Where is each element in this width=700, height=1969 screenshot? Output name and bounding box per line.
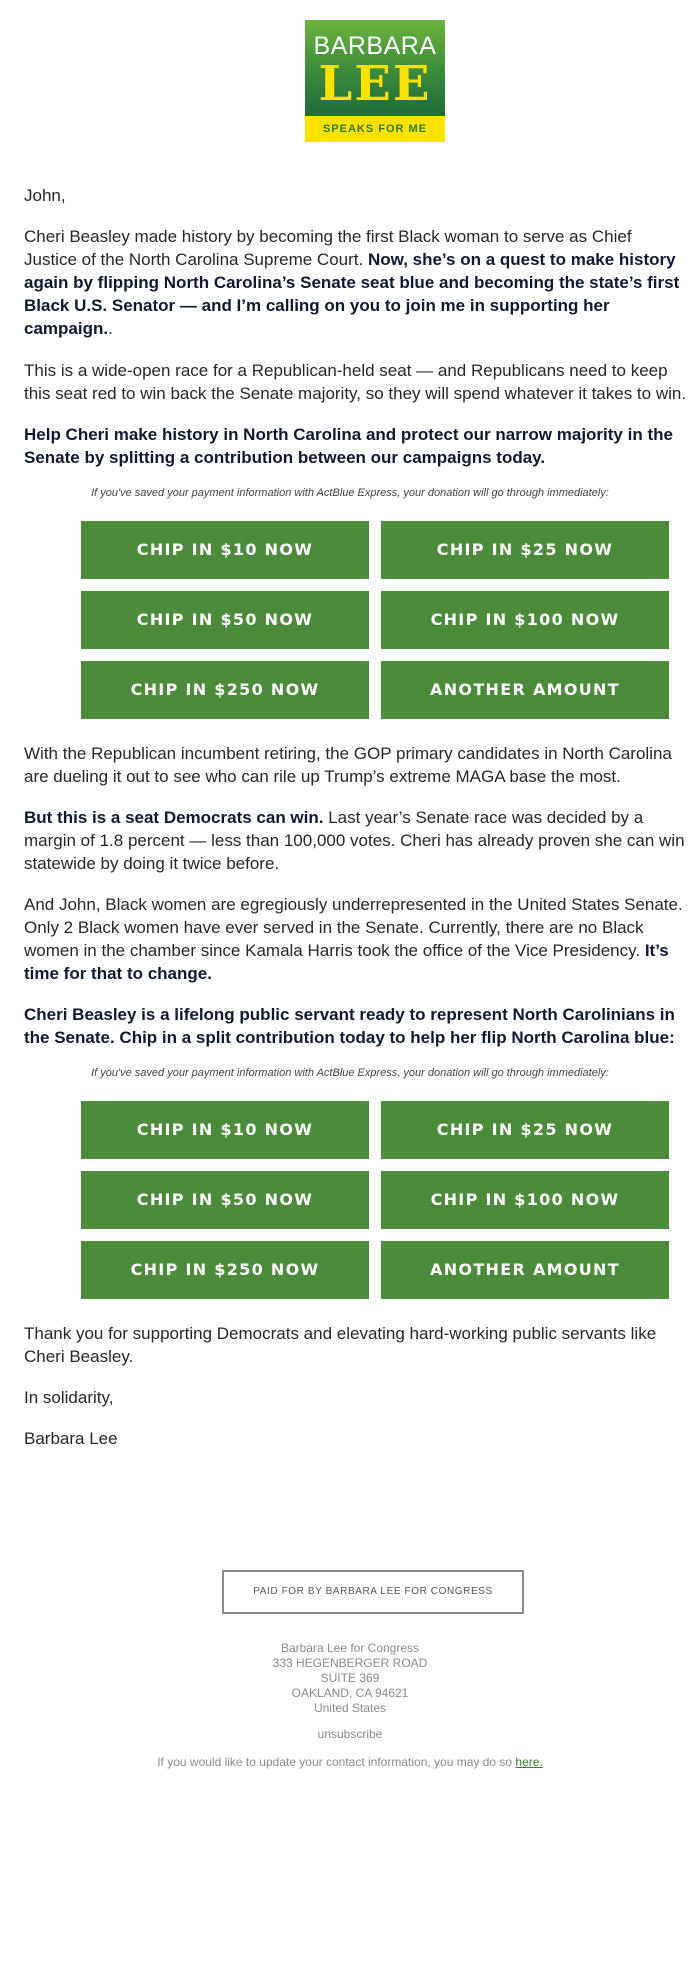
donate-other-amount-button[interactable]: ANOTHER AMOUNT <box>381 1241 669 1299</box>
text-segment: women in the chamber since Kamala Harris took the office of the Vice Presidency. <box>24 941 641 960</box>
text-line <box>24 271 700 294</box>
donate-100-button[interactable]: CHIP IN $100 NOW <box>381 591 669 649</box>
text-line <box>24 317 700 340</box>
logo-last-name: LEE <box>318 56 432 112</box>
text-line: This is a wide-open race for a Republican-held seat — and Republicans need to keep <box>24 361 668 380</box>
text-line: the Senate. Chip in a split contribution today to help her flip North Carolina blue: <box>24 1028 675 1047</box>
address-line: Barbara Lee for Congress <box>280 1641 420 1655</box>
text-line <box>24 962 700 985</box>
bold-text: again by flipping North Carolina’s Senate seat blue and becoming the state’s first <box>24 273 680 292</box>
text-line: Only 2 Black women have ever served in the Senate. Currently, there are no Black <box>24 918 644 937</box>
paragraph-representation <box>24 893 700 985</box>
text-line <box>24 294 700 317</box>
donate-50-button[interactable]: CHIP IN $50 NOW <box>81 591 369 649</box>
greeting: John, <box>24 186 66 205</box>
text-line <box>24 939 700 962</box>
text-segment: Justice of the North Carolina Supreme Court. <box>24 250 364 269</box>
paragraph-democrats-can-win <box>24 806 700 875</box>
address-line: 333 HEGENBERGER ROAD <box>272 1656 428 1670</box>
bold-text: time for that to change. <box>24 964 212 983</box>
bold-text: campaign. <box>24 319 109 338</box>
logo-green-block <box>305 20 445 116</box>
text-line: Thank you for supporting Democrats and elevating hard-working public servants like <box>24 1324 657 1343</box>
signature: Barbara Lee <box>24 1429 118 1448</box>
text-line: Help Cheri make history in North Carolina and protect our narrow majority in the <box>24 425 673 444</box>
donate-10-button[interactable]: CHIP IN $10 NOW <box>81 521 369 579</box>
text-line: Senate by splitting a contribution between our campaigns today. <box>24 448 546 467</box>
address-line: United States <box>313 1701 387 1715</box>
logo-first-name: BARBARA <box>313 32 437 60</box>
actblue-note: If you've saved your payment information with ActBlue Express, your donation will go through immediately: <box>91 1067 609 1079</box>
bold-text: But this is a seat Democrats can win. <box>24 808 324 827</box>
text-line: And John, Black women are egregiously underrepresented in the United States Senate. <box>24 895 683 914</box>
donate-250-button[interactable]: CHIP IN $250 NOW <box>81 661 369 719</box>
unsubscribe-link[interactable]: unsubscribe <box>317 1727 383 1741</box>
donate-25-button[interactable]: CHIP IN $25 NOW <box>381 521 669 579</box>
paragraph-intro <box>24 225 700 340</box>
barbara-lee-logo <box>305 20 445 142</box>
paragraph-race <box>24 359 700 405</box>
address-line: OAKLAND, CA 94621 <box>291 1686 409 1700</box>
logo-tagline: SPEAKS FOR ME <box>305 116 445 142</box>
donate-50-button[interactable]: CHIP IN $50 NOW <box>81 1171 369 1229</box>
text-line: Cheri Beasley. <box>24 1347 134 1366</box>
text-line <box>24 806 700 829</box>
donate-other-amount-button[interactable]: ANOTHER AMOUNT <box>381 661 669 719</box>
text-line: With the Republican incumbent retiring, the GOP primary candidates in North Carolina <box>24 744 672 763</box>
text-line <box>24 248 700 271</box>
paragraph-lifelong-servant <box>24 1003 700 1049</box>
actblue-note: If you've saved your payment information with ActBlue Express, your donation will go through immediately: <box>91 487 609 499</box>
donate-10-button[interactable]: CHIP IN $10 NOW <box>81 1101 369 1159</box>
paragraph-thank-you <box>24 1322 700 1368</box>
text-segment: Last year’s Senate race was decided by a <box>323 808 644 827</box>
text-segment: . <box>108 319 113 338</box>
donate-25-button[interactable]: CHIP IN $25 NOW <box>381 1101 669 1159</box>
paragraph-gop-primary <box>24 742 700 788</box>
text-line: this seat red to win back the Senate majority, so they will spend whatever it takes to win. <box>24 384 687 403</box>
paid-for-disclaimer: PAID FOR BY BARBARA LEE FOR CONGRESS <box>222 1570 524 1614</box>
text-line: Cheri Beasley made history by becoming the first Black woman to serve as Chief <box>24 227 632 246</box>
update-contact-label: If you would like to update your contact information, you may do so <box>157 1755 516 1769</box>
donate-250-button[interactable]: CHIP IN $250 NOW <box>81 1241 369 1299</box>
footer-address <box>0 1641 700 1716</box>
update-contact-text <box>0 1755 700 1770</box>
bold-text: Now, she’s on a quest to make history <box>363 250 676 269</box>
donate-100-button[interactable]: CHIP IN $100 NOW <box>381 1171 669 1229</box>
text-line: margin of 1.8 percent — less than 100,000 votes. Cheri has already proven she can win <box>24 831 685 850</box>
text-line: are dueling it out to see who can rile up Trump’s extreme MAGA base the most. <box>24 767 621 786</box>
bold-text: Black U.S. Senator — and I’m calling on you to join me in supporting her <box>24 296 610 315</box>
text-line: Cheri Beasley is a lifelong public servant ready to represent North Carolinians in <box>24 1005 675 1024</box>
address-line: SUITE 369 <box>320 1671 380 1685</box>
signoff: In solidarity, <box>24 1388 114 1407</box>
bold-text: It’s <box>640 941 669 960</box>
update-contact-link[interactable]: here. <box>515 1755 543 1769</box>
paragraph-call-to-action <box>24 423 700 469</box>
text-line: statewide by doing it twice before. <box>24 854 280 873</box>
